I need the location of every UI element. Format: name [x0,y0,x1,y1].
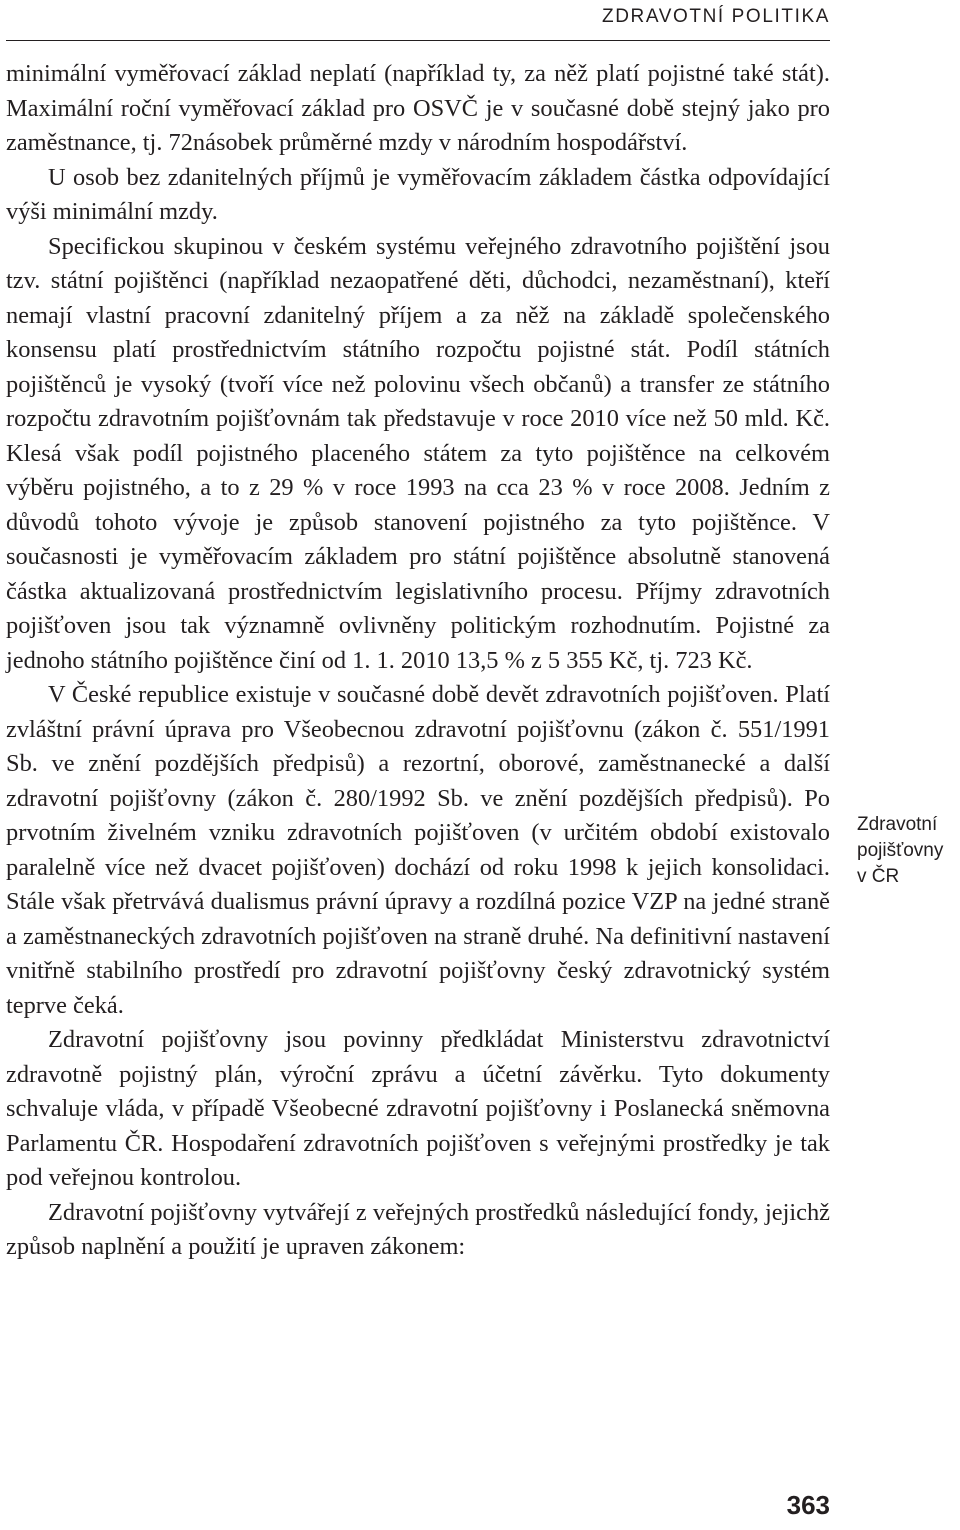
running-header: ZDRAVOTNÍ POLITIKA [602,6,830,27]
header-rule [6,40,830,41]
paragraph-4: V České republice existuje v současné době devět zdravotních pojišťoven. Platí zvláštní právní úprava pro Všeobecnou zdravotní pojišťovnu (zákon č. 551/1991 Sb. ve znění pozdějších předpisů) a rezortní, oborové, zaměstnanecké a další zdravotní pojišťovny (zákon č. 280/1992 Sb. ve znění pozdějších předpisů). Po prvotním živelném vzniku zdravotních pojišťoven (v určitém období existovalo paralelně více než dvacet pojišťoven) dochází od roku 1998 k jejich konsolidaci. Stále však přetrvává dualismus právní úpravy a rozdílná pozice VZP na jedné straně a zaměstnaneckých zdravotních pojišťoven na straně druhé. Na definitivní nastavení vnitřně stabilního prostředí pro zdravotní pojišťovny český zdravotnický systém teprve čeká. [6,681,830,1019]
body-text [6,57,830,1265]
margin-note-line-3: v ČR [857,866,900,887]
page-number: 363 [786,1490,830,1520]
margin-note-line-1: Zdravotní [857,814,938,835]
paragraph-3: Specifickou skupinou v českém systému veřejného zdravotního pojištění jsou tzv. státní pojištěnci (například nezaopatřené děti, důchodci, nezaměstnaní), kteří nemají vlastní pracovní zdanitelný příjem a za něž na základě společenského konsensu platí prostřednictvím státního rozpočtu pojistné stát. Podíl státních pojištěnců je vysoký (tvoří více než polovinu všech občanů) a transfer ze státního rozpočtu zdravotním pojišťovnám tak představuje v roce 2010 více než 50 mld. Kč. Klesá však podíl pojistného placeného státem za tyto pojištěnce na celkovém výběru pojistného, a to z 29 % v roce 1993 na cca 23 % v roce 2008. Jedním z důvodů tohoto vývoje je způsob stanovení pojistného za tyto pojištěnce. V současnosti je vyměřovacím základem pro státní pojištěnce absolutně stanovená částka aktualizovaná prostřednictvím legislativního procesu. Příjmy zdravotních pojišťoven jsou tak významně ovlivněny politickým rozhodnutím. Pojistné za jednoho státního pojištěnce činí od 1. 1. 2010 13,5 % z 5 355 Kč, tj. 723 Kč. [6,232,830,674]
margin-note-line-2: pojišťovny [857,840,944,861]
paragraph-2: U osob bez zdanitelných příjmů je vyměřovacím základem částka odpovídající výši minimální mzdy. [6,163,830,225]
margin-note [857,812,960,890]
paragraph-1: minimální vyměřovací základ neplatí (například ty, za něž platí pojistné také stát). Maximální roční vyměřovací základ pro OSVČ je v současné době stejný jako pro zaměstnance, tj. 72násobek průměrné mzdy v národním hospodářství. [6,60,830,156]
paragraph-6: Zdravotní pojišťovny vytvářejí z veřejných prostředků následující fondy, jejichž způsob naplnění a použití je upraven zákonem: [6,1198,830,1260]
paragraph-5: Zdravotní pojišťovny jsou povinny předkládat Ministerstvu zdravotnictví zdravotně pojistný plán, výroční zprávu a účetní závěrku. Tyto dokumenty schvaluje vláda, v případě Všeobecné zdravotní pojišťovny i Poslanecká sněmovna Parlamentu ČR. Hospodaření zdravotních pojišťoven s veřejnými prostředky je tak pod veřejnou kontrolou. [6,1026,830,1191]
